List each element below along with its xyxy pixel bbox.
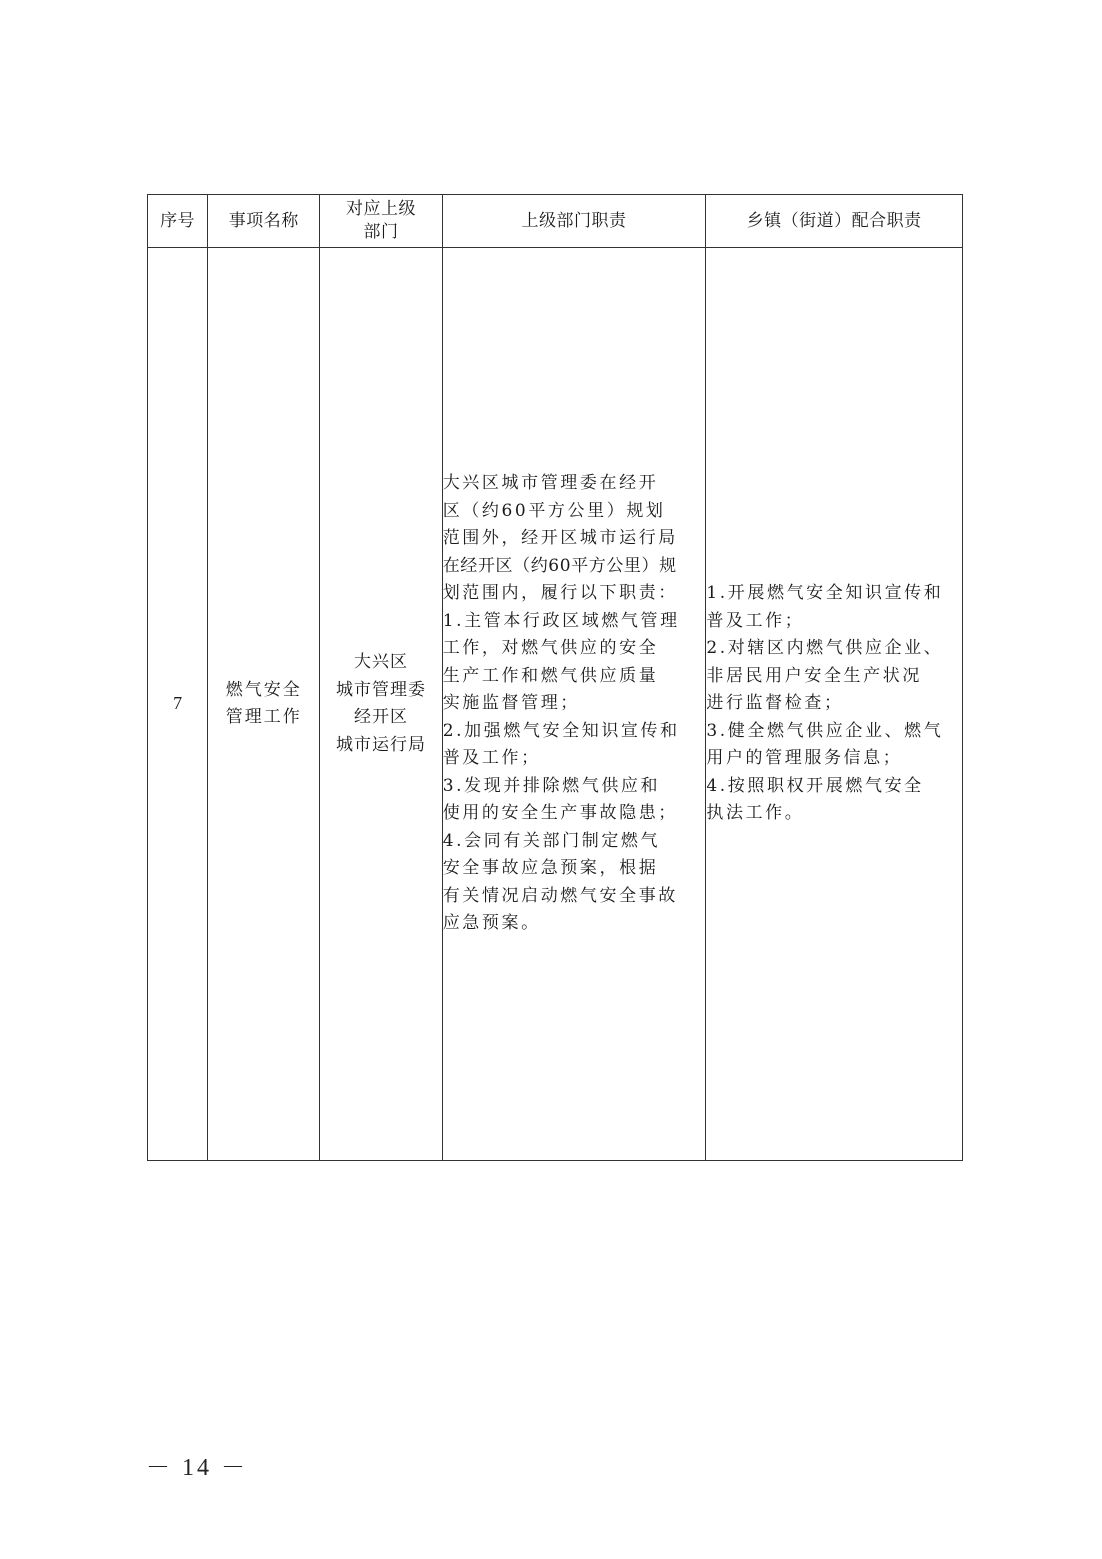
town-duty-line: 进行监督检查； xyxy=(706,693,844,714)
upper-duty-line: 1.主管本行政区域燃气管理 xyxy=(442,610,680,631)
upper-dept-line: 经开区 xyxy=(354,707,409,727)
upper-duty-line: 划范围内，履行以下职责： xyxy=(442,583,678,604)
upper-dept-line: 城市管理委 xyxy=(336,679,427,700)
town-duty-line: 执法工作。 xyxy=(706,803,805,824)
upper-duty-line: 4.会同有关部门制定燃气 xyxy=(442,830,661,851)
town-duty-line: 普及工作； xyxy=(706,610,805,631)
upper-duty-line: 安全事故应急预案，根据 xyxy=(442,858,659,879)
upper-dept-line: 城市运行局 xyxy=(336,734,427,755)
town-duty-line: 1.开展燃气安全知识宣传和 xyxy=(706,583,944,604)
upper-duty-line: 应急预案。 xyxy=(442,913,541,934)
upper-duty-line: 区（约60平方公里）规划 xyxy=(442,500,666,521)
header-upper-duty: 上级部门职责 xyxy=(442,195,706,248)
header-town-duty: 乡镇（街道）配合职责 xyxy=(706,195,963,248)
cell-item-name xyxy=(208,248,320,1161)
item-name-line: 燃气安全 xyxy=(225,679,302,700)
duty-table xyxy=(147,194,963,1161)
header-item-name: 事项名称 xyxy=(208,195,320,248)
upper-duty-line: 有关情况启动燃气安全事故 xyxy=(442,885,678,906)
town-duty-line: 非居民用户安全生产状况 xyxy=(706,665,922,686)
cell-town-duty xyxy=(706,248,963,1161)
upper-duty-line: 普及工作； xyxy=(442,748,541,769)
upper-dept-line: 大兴区 xyxy=(354,652,409,672)
item-name-line: 管理工作 xyxy=(225,707,302,727)
upper-duty-line: 2.加强燃气安全知识宣传和 xyxy=(442,720,680,741)
upper-duty-line: 大兴区城市管理委在经开 xyxy=(442,473,659,494)
upper-duty-line: 工作，对燃气供应的安全 xyxy=(442,638,659,659)
town-duty-line: 用户的管理服务信息； xyxy=(706,748,903,769)
header-upper-dept-line2: 部门 xyxy=(363,222,399,242)
town-duty-line: 3.健全燃气供应企业、燃气 xyxy=(706,720,944,741)
header-upper-dept xyxy=(320,195,442,248)
cell-upper-duty xyxy=(442,248,706,1161)
town-duty-line: 2.对辖区内燃气供应企业、 xyxy=(706,638,944,659)
cell-no: 7 xyxy=(148,248,208,1161)
upper-duty-line: 生产工作和燃气供应质量 xyxy=(442,665,659,686)
header-upper-dept-line1: 对应上级 xyxy=(346,199,417,219)
cell-upper-dept xyxy=(320,248,442,1161)
upper-duty-line: 在经开区（约60平方公里）规 xyxy=(442,555,677,576)
town-duty-line: 4.按照职权开展燃气安全 xyxy=(706,775,924,796)
header-no: 序号 xyxy=(148,195,208,248)
upper-duty-line: 3.发现并排除燃气供应和 xyxy=(442,775,661,796)
page-number: － 14 － xyxy=(146,1455,248,1481)
table-row xyxy=(148,248,963,1161)
table-header-row xyxy=(148,195,963,248)
upper-duty-line: 范围外，经开区城市运行局 xyxy=(442,528,678,549)
upper-duty-line: 实施监督管理； xyxy=(442,693,580,714)
upper-duty-line: 使用的安全生产事故隐患； xyxy=(442,803,678,824)
